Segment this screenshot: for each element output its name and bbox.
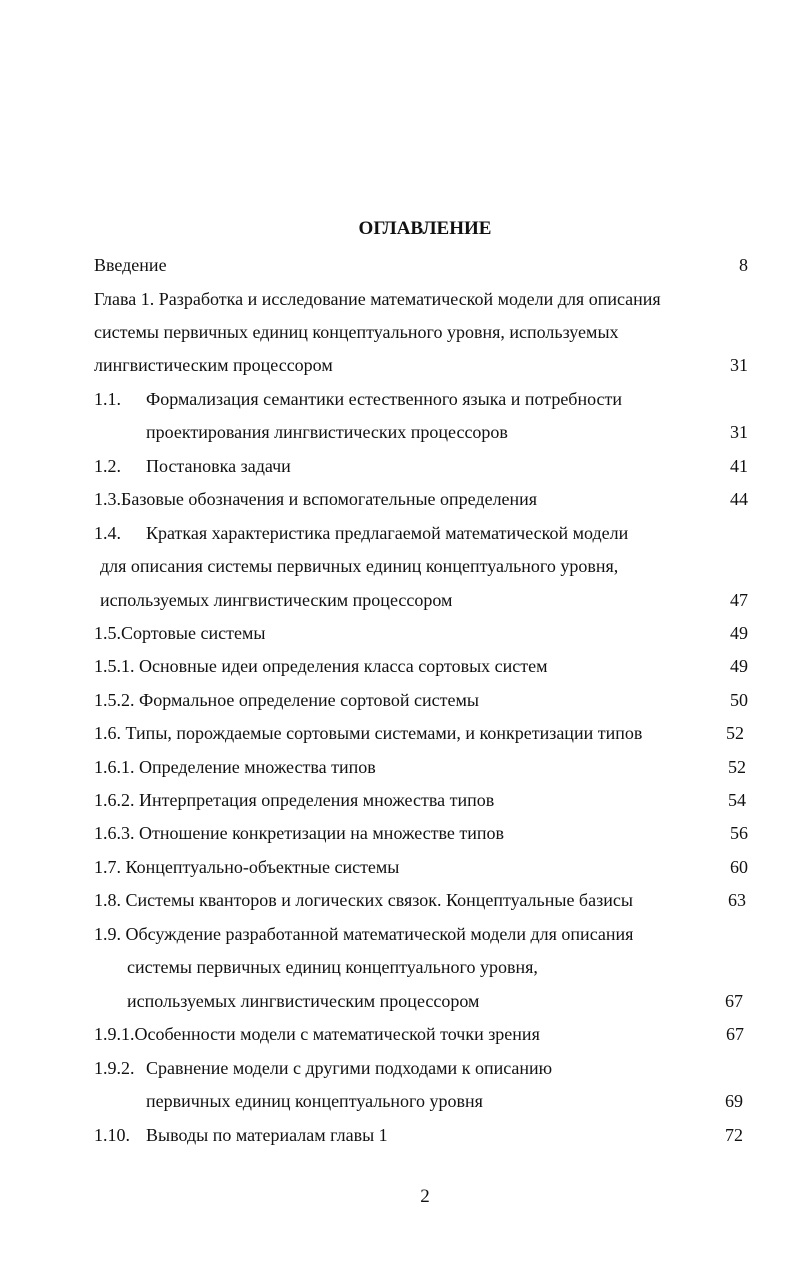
toc-section-number: 1.4.: [94, 523, 121, 543]
toc-page: 67: [726, 1024, 744, 1044]
toc-entry-chapter1-line2: системы первичных единиц концептуального уровня, используемых: [94, 322, 619, 342]
page-number: 2: [420, 1186, 430, 1207]
toc-entry-1-5-2: 1.5.2. Формальное определение сортовой системы: [94, 690, 479, 710]
toc-entry-1-2: Постановка задачи: [146, 456, 291, 476]
toc-page: 56: [730, 823, 748, 843]
toc-page: 69: [725, 1091, 743, 1111]
toc-entry-1-4-line1: Краткая характеристика предлагаемой математической модели: [146, 523, 629, 543]
toc-entry-1-4-line2: для описания системы первичных единиц концептуального уровня,: [100, 556, 619, 576]
toc-page: 72: [725, 1125, 743, 1145]
toc-entry-1-6-2: 1.6.2. Интерпретация определения множества типов: [94, 790, 495, 810]
toc-page: 31: [730, 355, 748, 375]
toc-entry-1-7: 1.7. Концептуально-объектные системы: [94, 857, 400, 877]
toc-page: 54: [728, 790, 746, 810]
toc-page: 41: [730, 456, 748, 476]
toc-page: 49: [730, 623, 748, 643]
toc-page: 60: [730, 857, 748, 877]
toc-page: 67: [725, 991, 743, 1011]
toc-entry-1-6: 1.6. Типы, порождаемые сортовыми системами, и конкретизации типов: [94, 723, 643, 743]
toc-entry-chapter1-line3: лингвистическим процессором: [94, 355, 333, 375]
toc-entry-1-1-line1: Формализация семантики естественного языка и потребности: [146, 389, 623, 409]
toc-page: 47: [730, 590, 748, 610]
toc-page: 44: [730, 489, 748, 509]
toc-page: 50: [730, 690, 748, 710]
toc-section-number: 1.9.2.: [94, 1058, 135, 1078]
toc-entry-1-10: Выводы по материалам главы 1: [146, 1125, 388, 1145]
toc-page: 63: [728, 890, 746, 910]
toc-entry-1-9-2-line2: первичных единиц концептуального уровня: [146, 1091, 483, 1111]
toc-entry-1-9-line1: 1.9. Обсуждение разработанной математической модели для описания: [94, 924, 634, 944]
toc-entry-1-1-line2: проектирования лингвистических процессоров: [146, 422, 508, 442]
toc-entry-1-9-1: 1.9.1.Особенности модели с математической точки зрения: [94, 1024, 540, 1044]
toc-page: 8: [739, 255, 748, 275]
toc-page: 49: [730, 656, 748, 676]
toc-entry-1-5: 1.5.Сортовые системы: [94, 623, 266, 643]
toc-entry-chapter1-line1: Глава 1. Разработка и исследование математической модели для описания: [94, 289, 661, 309]
toc-page: 52: [728, 757, 746, 777]
toc-section-number: 1.10.: [94, 1125, 130, 1145]
toc-entry-1-3: 1.3.Базовые обозначения и вспомогательные определения: [94, 489, 538, 509]
toc-page: 52: [726, 723, 744, 743]
toc-entry-1-8: 1.8. Системы кванторов и логических связок. Концептуальные базисы: [94, 890, 633, 910]
toc-title: ОГЛАВЛЕНИЕ: [358, 218, 492, 239]
toc-entry-1-5-1: 1.5.1. Основные идеи определения класса сортовых систем: [94, 656, 548, 676]
toc-page: 31: [730, 422, 748, 442]
toc-entry-1-9-line3: используемых лингвистическим процессором: [127, 991, 480, 1011]
toc-entry-1-6-3: 1.6.3. Отношение конкретизации на множестве типов: [94, 823, 505, 843]
toc-entry-1-6-1: 1.6.1. Определение множества типов: [94, 757, 376, 777]
toc-entry-1-4-line3: используемых лингвистическим процессором: [100, 590, 453, 610]
toc-entry-intro: Введение: [94, 255, 167, 275]
toc-section-number: 1.1.: [94, 389, 121, 409]
toc-section-number: 1.2.: [94, 456, 121, 476]
toc-entry-1-9-2-line1: Сравнение модели с другими подходами к описанию: [146, 1058, 553, 1078]
toc-entry-1-9-line2: системы первичных единиц концептуального уровня,: [127, 957, 538, 977]
